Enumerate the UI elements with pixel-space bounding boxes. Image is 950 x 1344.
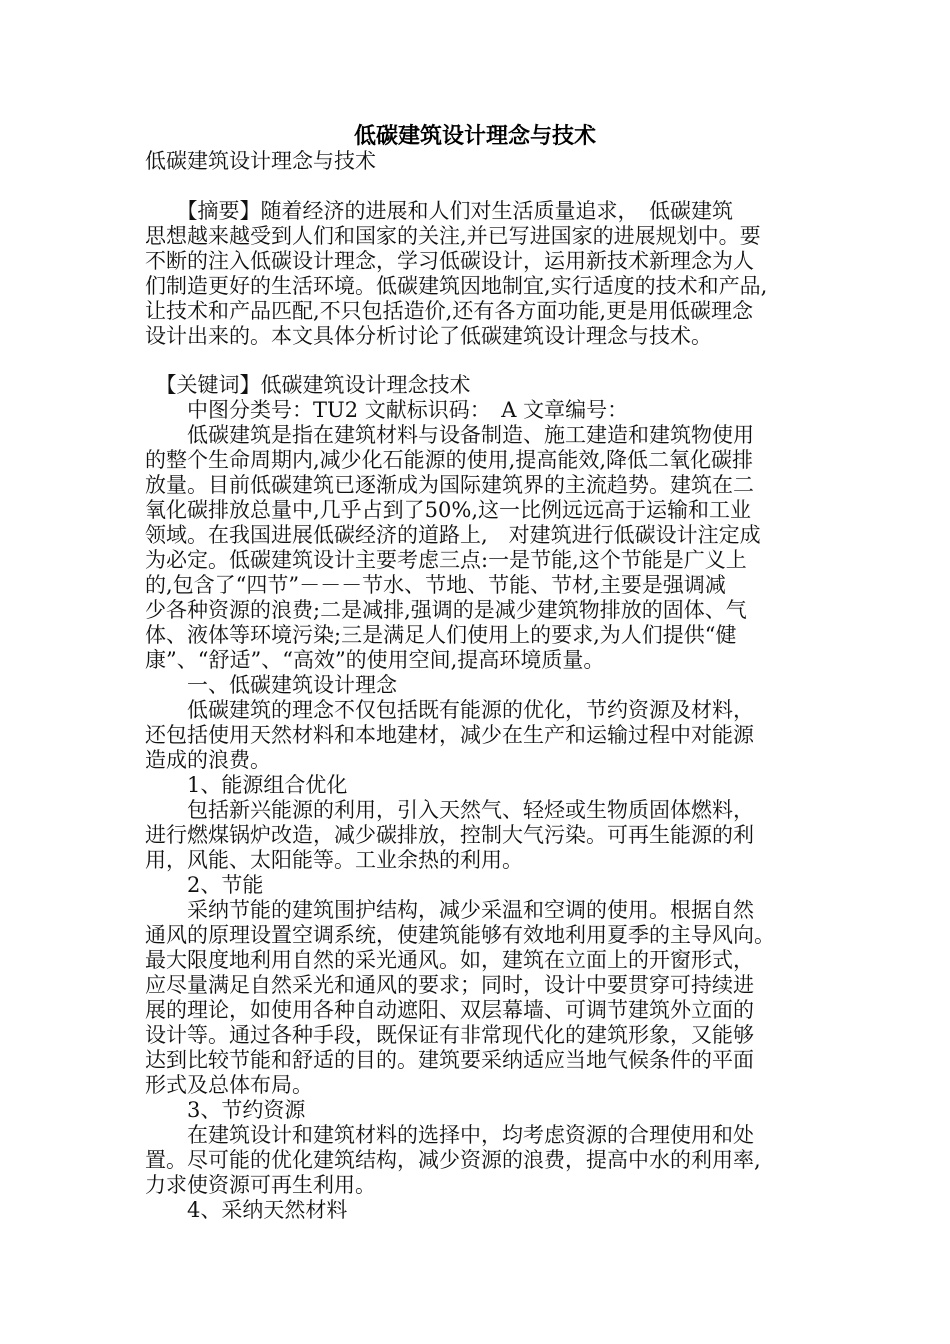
text-line: 4、采纳天然材料 [145,1198,348,1222]
text-line: 让技术和产品匹配,不只包括造价,还有各方面功能,更是用低碳理念 [145,299,754,323]
text-line: 1、能源组合优化 [145,773,348,797]
text-line: 用，风能、太阳能等。工业余热的利用。 [145,848,523,872]
text-line: 造成的浪费。 [145,748,271,772]
text-line: 设计等。通过各种手段，既保证有非常现代化的建筑形象，又能够 [145,1023,754,1047]
text-line: 不断的注入低碳设计理念，学习低碳设计，运用新技术新理念为人 [145,249,754,273]
text-line: 为必定。低碳建筑设计主要考虑三点:一是节能,这个节能是广义上 [145,548,747,572]
document-title: 低碳建筑设计理念与技术 [353,123,596,149]
text-line: 应尽量满足自然采光和通风的要求；同时，设计中要贯穿可持续进 [145,973,754,997]
text-line: 体、液体等环境污染;三是满足人们使用上的要求,为人们提供“健 [145,623,737,647]
text-line: 通风的原理设置空调系统，使建筑能够有效地利用夏季的主导风向。 [145,923,775,947]
text-line: 3、节约资源 [145,1098,306,1122]
text-line: 一、低碳建筑设计理念 [145,673,397,697]
text-line: 还包括使用天然材料和本地建材，减少在生产和运输过程中对能源 [145,723,754,747]
text-line: 形式及总体布局。 [145,1073,313,1097]
text-line: 【关键词】低碳建筑设计理念技术 [145,373,471,397]
text-line: 中图分类号：TU2 文献标识码： A 文章编号： [145,398,629,422]
text-line: 达到比较节能和舒适的目的。建筑要采纳适应当地气候条件的平面 [145,1048,754,1072]
text-line: 进行燃煤锅炉改造，减少碳排放，控制大气污染。可再生能源的利 [145,823,754,847]
text-line: 力求使资源可再生利用。 [145,1173,376,1197]
text-line: 的整个生命周期内,减少化石能源的使用,提高能效,降低二氧化碳排 [145,448,754,472]
text-line: 领域。在我国进展低碳经济的道路上, 对建筑进行低碳设计注定成 [145,523,761,547]
text-line: 们制造更好的生活环境。低碳建筑因地制宜,实行适度的技术和产品, [145,274,768,298]
text-line: 康”、“舒适”、“高效”的使用空间,提高环境质量。 [145,648,605,672]
text-line: 展的理论，如使用各种自动遮阳、双层幕墙、可调节建筑外立面的 [145,998,754,1022]
text-line: 低碳建筑是指在建筑材料与设备制造、施工建造和建筑物使用 [145,423,754,447]
text-line: 低碳建筑的理念不仅包括既有能源的优化，节约资源及材料， [145,698,754,722]
text-line: 采纳节能的建筑围护结构，减少采温和空调的使用。根据自然 [145,898,754,922]
text-line: 在建筑设计和建筑材料的选择中，均考虑资源的合理使用和处 [145,1123,754,1147]
text-line: 置。尽可能的优化建筑结构，减少资源的浪费，提高中水的利用率, [145,1148,761,1172]
text-line: 的,包含了“四节”－－－节水、节地、节能、节材,主要是强调减 [145,573,726,597]
text-line: 最大限度地利用自然的采光通风。如，建筑在立面上的开窗形式， [145,948,754,972]
text-line: 思想越来越受到人们和国家的关注,并已写进国家的进展规划中。要 [145,224,761,248]
text-line: 氧化碳排放总量中,几乎占到了50%,这一比例远远高于运输和工业 [145,498,752,522]
text-line: 设计出来的。本文具体分析讨论了低碳建筑设计理念与技术。 [145,324,712,348]
document-subtitle: 低碳建筑设计理念与技术 [145,149,376,173]
text-line: 放量。目前低碳建筑已逐渐成为国际建筑界的主流趋势。建筑在二 [145,473,754,497]
text-line: 【摘要】随着经济的进展和人们对生活质量追求， 低碳建筑 [145,199,733,223]
text-line: 2、节能 [145,873,264,897]
text-line: 少各种资源的浪费;二是减排,强调的是减少建筑物排放的固体、气 [145,598,747,622]
text-line: 包括新兴能源的利用，引入天然气、轻烃或生物质固体燃料， [145,798,754,822]
